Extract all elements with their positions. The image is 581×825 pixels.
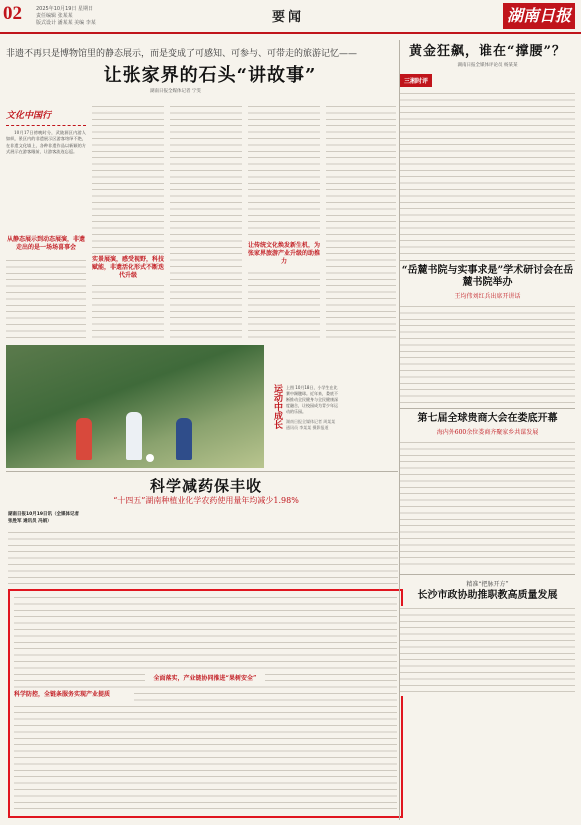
lead-body-col1b: [6, 258, 86, 338]
symposium-subtitle: 王均伟刘红兵出席开讲话: [454, 293, 521, 300]
page-number: 02: [3, 3, 22, 24]
cppcc-kicker: 精准“把脉开方”: [466, 581, 509, 588]
column-label: 文化中国行: [6, 104, 86, 126]
highlight-subhead-2: 全面落实，产业链协同推进“果树安全”: [145, 673, 265, 685]
lead-subtitle: 非遗不再只是博物馆里的静态展示，而是变成了可感知、可参与、可带走的旅游记忆——: [6, 49, 358, 59]
lead-body-col4: [248, 104, 320, 338]
cppcc-body: [400, 606, 575, 696]
sports-photo: [6, 345, 264, 468]
commentary-byline: 湖南日报全媒体评论员 杨某某: [457, 63, 518, 68]
symposium-body: [400, 304, 575, 404]
middle-byline: 湖南日报10月19日讯（全媒体记者 张胜军 通讯员 冯娟）: [8, 512, 80, 524]
symposium-headline: “岳麓书院与实事求是”学术研讨会在岳麓书院举办: [401, 265, 574, 288]
photo-credit: 湖南日报全媒体记者 周某某 通讯员 李某某 摄影报道: [286, 419, 336, 430]
commentary-tag: 三湘时评: [400, 74, 432, 87]
lead-body-col2: [92, 104, 164, 338]
lead-red-subhead-1: 实景展演，感受视野，科技赋能，非遗活化形式不断迭代升级: [92, 254, 164, 282]
commentary-body: [400, 91, 575, 256]
masthead-editor: 责任编辑 张某某: [36, 13, 73, 19]
highlight-body: [14, 595, 397, 814]
section-title: 要闻: [272, 10, 305, 25]
middle-headline: 科学减药保丰收: [149, 477, 262, 495]
loushang-body: [400, 440, 575, 570]
masthead: [0, 0, 581, 34]
lead-headline: 让张家界的石头“讲故事”: [103, 65, 317, 86]
masthead-date: 2025年10月19日 星期日: [36, 6, 94, 12]
middle-subtitle: “十四五”湖南种植业化学农药使用量年均减少1.98%: [113, 496, 299, 505]
middle-divider: [6, 471, 398, 472]
photo-caption-text: 上图 10月18日，小学生在比赛中踢毽球。近年来，娄底不断推动全民健身与全民健康深度融合，让校园成为青少年运动的乐园。: [286, 385, 338, 414]
lead-body-col5: [326, 104, 396, 338]
masthead-design: 版式设计 潘某某 美编 李某: [36, 20, 96, 26]
lead-byline: 湖南日报全媒体记者 宁雯: [150, 89, 201, 94]
newspaper-logo: 湖南日报: [503, 3, 575, 29]
commentary-headline: 黄金狂飙，谁在“撑腰”？: [409, 44, 566, 59]
lead-body-text: 10月17日傍晚时分，武陵源区内游人如织，景区内的非遗展示区游客络绎不绝，在非遗文化墙上，各种非遗作品以新颖的方式展示在游客眼前，让游客流连忘返。: [6, 130, 86, 155]
photo-side-label: 运动中成长: [272, 384, 282, 429]
loushang-headline: 第七届全球贵商大会在娄底开幕: [417, 413, 558, 424]
right-column: [400, 40, 575, 696]
lead-subhead-1: 从静态展示到动态展演，非遗走出的是一场场喜事会: [6, 236, 85, 251]
lead-red-subhead-2: 让传统文化焕发新生机，为张家界旅游产业升级的助推力: [248, 240, 320, 268]
highlighted-article-box: [8, 589, 403, 818]
masthead-meta: [36, 6, 106, 27]
highlight-subhead-1: 科学防控，全链条服务实现产业提质: [14, 689, 134, 701]
cppcc-headline: 长沙市政协助推职教高质量发展: [417, 590, 558, 601]
loushang-subtitle: 海内外600余位娄商齐聚家乡共谋发展: [436, 429, 539, 436]
lead-body-col1: [6, 130, 86, 230]
lead-body-col3: [170, 104, 242, 338]
middle-body: [8, 530, 398, 585]
photo-caption: [286, 385, 338, 431]
